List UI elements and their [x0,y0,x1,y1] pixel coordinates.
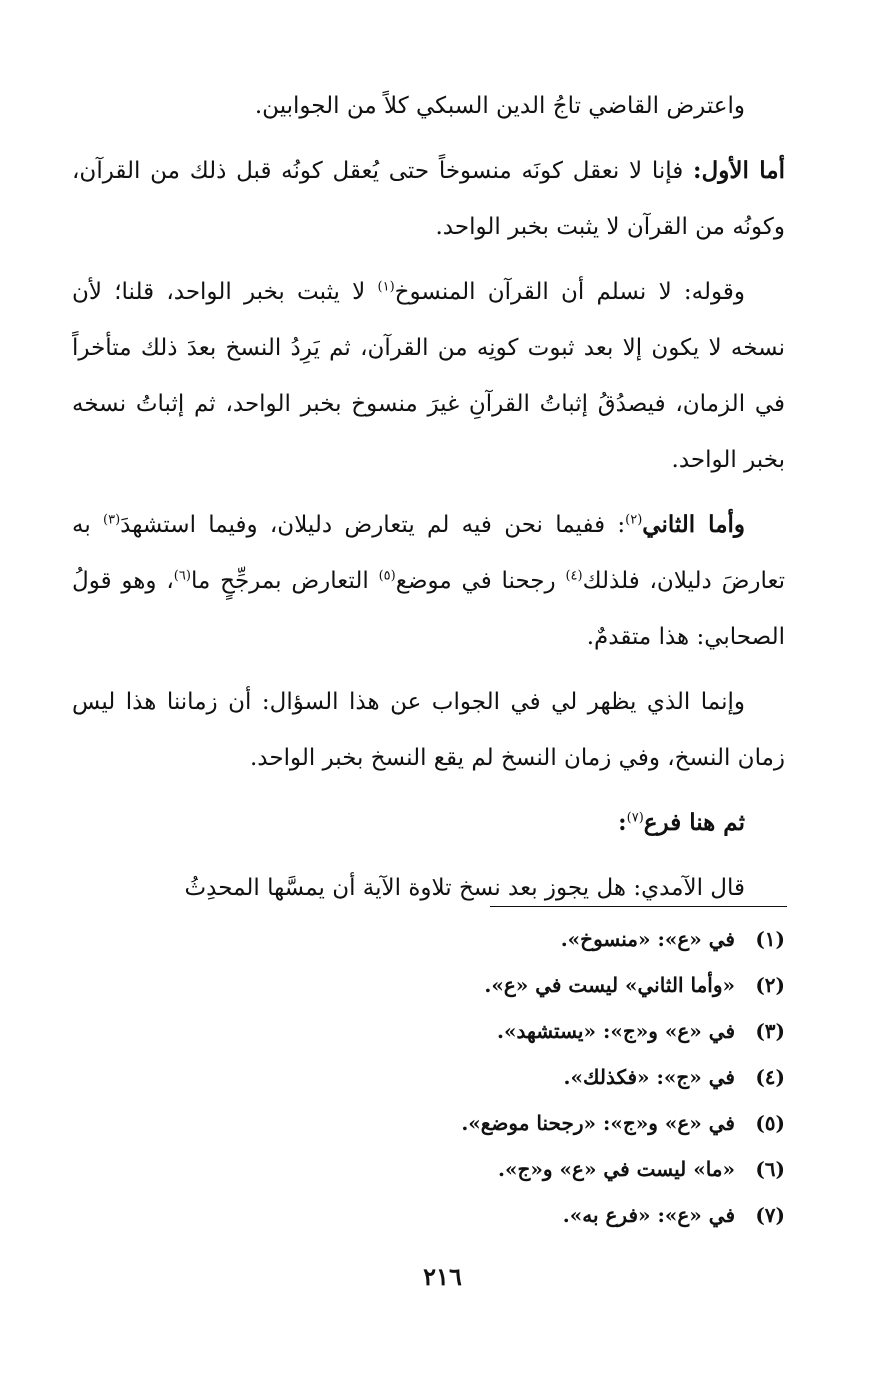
footnote-separator [490,906,787,907]
paragraph-6 [72,860,785,916]
paragraph-3 [72,264,785,488]
paragraph-1 [72,78,785,134]
footnote-ref-4[interactable]: (٤) [565,568,583,584]
footnote-6 [185,1146,785,1192]
paragraph-3-text-a: وقوله: لا نسلم أن القرآن المنسوخ [394,279,745,305]
footnote-2 [185,962,785,1008]
paragraph-4-text-c: رجحنا في موضع [395,568,566,594]
paragraph-4-text-a: : ففيما نحن فيه لم يتعارض دليلان، وفيما استشهدَ [120,512,626,538]
footnote-ref-2[interactable]: (٢) [625,512,643,528]
footnote-6-number: (٦) [755,1157,785,1181]
footnote-5-text: في «ع» و«ج»: «رجحنا موضع». [461,1111,735,1135]
footnote-3-number: (٣) [755,1019,785,1043]
paragraph-4-text-d: التعارض بمرجِّحٍ ما [190,568,379,594]
paragraph-4-text-e: ، وهو قولُ الصحابي: هذا متقدمٌ. [72,568,785,650]
section-heading [72,795,785,851]
footnote-1-number: (١) [755,927,785,951]
footnote-1-text: في «ع»: «منسوخ». [560,927,735,951]
main-text [72,78,785,925]
footnote-4 [185,1054,785,1100]
paragraph-4-text-b: به تعارضَ دليلان، فلذلك [72,512,785,594]
footnotes-list [185,916,785,1238]
footnote-3 [185,1008,785,1054]
paragraph-3-text-b: لا يثبت بخبر الواحد، قلنا؛ لأن نسخه لا يكون إلا بعد ثبوت كونِه من القرآن، ثم يَرِدُ النسخ بعدَ ذلك متأخراً في الزمان، فيصدُقُ إثباتُ القرآنِ غيرَ منسوخ بخبر الواحد، ثم إثباتُ نسخه بخبر الواحد. [72,279,785,473]
footnote-ref-6[interactable]: (٦) [173,568,191,584]
paragraph-5 [72,674,785,786]
footnote-6-text: «ما» ليست في «ع» و«ج». [498,1157,735,1181]
paragraph-5-text: وإنما الذي يظهر لي في الجواب عن هذا السؤال: أن زماننا هذا ليس زمان النسخ، وفي زمان النسخ لم يقع النسخ بخبر الواحد. [72,689,785,771]
footnote-ref-5[interactable]: (٥) [378,568,396,584]
paragraph-2-lead: أما الأول: [693,157,785,184]
section-heading-tail: : [618,809,627,836]
paragraph-6-text: قال الآمدي: هل يجوز بعد نسخ تلاوة الآية أن يمسَّها المحدِثُ [184,875,745,901]
footnote-ref-1[interactable]: (١) [377,279,395,295]
footnote-2-text: «وأما الثاني» ليست في «ع». [484,973,735,997]
footnote-7-number: (٧) [755,1203,785,1227]
footnote-5 [185,1100,785,1146]
footnote-4-text: في «ج»: «فكذلك». [563,1065,735,1089]
footnote-7 [185,1192,785,1238]
footnote-4-number: (٤) [755,1065,785,1089]
section-heading-text: ثم هنا فرع [643,809,745,836]
footnote-2-number: (٢) [755,973,785,997]
footnote-3-text: في «ع» و«ج»: «يستشهد». [497,1019,735,1043]
paragraph-2 [72,143,785,255]
footnote-ref-3[interactable]: (٣) [103,512,121,528]
paragraph-4-lead: وأما الثاني [642,511,746,538]
paragraph-4 [72,497,785,665]
footnote-ref-7[interactable]: (٧) [626,810,644,826]
footnote-5-number: (٥) [755,1111,785,1135]
paragraph-1-text: واعترض القاضي تاجُ الدين السبكي كلاً من الجوابين. [254,93,745,119]
page-number: ٢١٦ [423,1262,462,1291]
paragraph-2-text: فإنا لا نعقل كونَه منسوخاً حتى يُعقل كونُه قبل ذلك من القرآن، وكونُه من القرآن لا يثبت بخبر الواحد. [72,158,785,240]
footnote-1 [185,916,785,962]
footnote-7-text: في «ع»: «فرع به». [562,1203,735,1227]
